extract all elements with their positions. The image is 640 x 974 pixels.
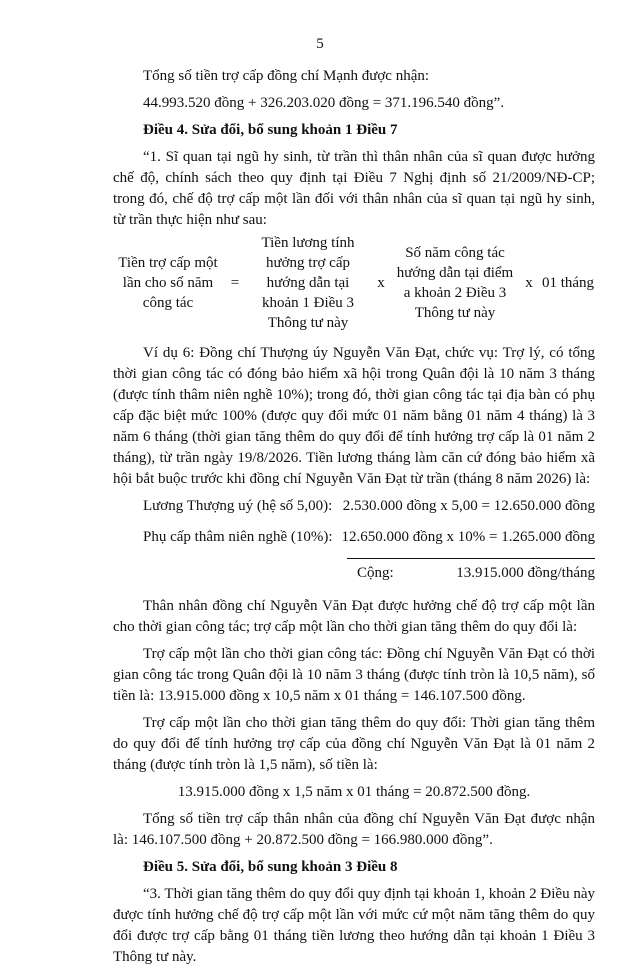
paragraph-example-6: Ví dụ 6: Đồng chí Thượng úy Nguyễn Văn Đạt, chức vụ: Trợ lý, có tổng thời gian công tác có đóng bảo hiểm xã hội trong Quân đội là 10 năm 3 tháng (được tính thâm niên nghề 10%); trong đó, thời gian công tác tại địa bàn có phụ cấp đặc biệt mức 100% (được quy đổi mức 01 năm bằng 01 năm 4 tháng) là 3 năm 6 tháng (thời gian tăng thêm do quy đổi để tính hưởng trợ cấp là 01 năm 2 tháng), từ trần ngày 19/8/2026. Tiền lương tháng làm căn cứ đóng bảo hiểm xã hội bắt buộc trước khi đồng chí Nguyễn Văn Đạt từ trần (tháng 8 năm 2026) là:: [113, 345, 595, 487]
formula-term-years: Số năm công tác hướng dẫn tại điểm a khoản 2 Điều 3 Thông tư này: [396, 245, 514, 321]
page-number: 5: [316, 36, 324, 52]
formula-term-salary: Tiền lương tính hưởng trợ cấp hướng dẫn tại khoản 1 Điều 3 Thông tư này: [261, 235, 355, 331]
paragraph-article-5-clause-3: “3. Thời gian tăng thêm do quy đổi quy định tại khoản 1, khoản 2 Điều này được tính hưởng chế độ trợ cấp một lần với mức cứ một năm tăng thêm do quy đổi được trợ cấp bằng 01 tháng tiền lương theo hướng dẫn tại khoản 1 Điều 3 Thông tư này.: [113, 886, 595, 965]
salary-calculation: [113, 496, 595, 584]
paragraph-allowance-converted-time: Trợ cấp một lần cho thời gian tăng thêm do quy đổi: Thời gian tăng thêm do quy đổi để tính hưởng trợ cấp của đồng chí Nguyễn Văn Đạt là 01 năm 2 tháng (được tính tròn là 1,5 năm), số tiền là:: [113, 715, 595, 773]
formula-one-time-allowance: [113, 233, 595, 333]
heading-article-4: Điều 4. Sửa đổi, bổ sung khoản 1 Điều 7: [143, 122, 398, 138]
paragraph-converted-time-calc: 13.915.000 đồng x 1,5 năm x 01 tháng = 20.872.500 đồng.: [177, 784, 531, 800]
paragraph-total-manh-label: Tổng số tiền trợ cấp đồng chí Mạnh được nhận:: [143, 68, 430, 84]
calc-label-seniority: Phụ cấp thâm niên nghề (10%):: [143, 529, 333, 545]
formula-term-allowance: Tiền trợ cấp một lần cho số năm công tác: [118, 255, 218, 311]
document-body: [113, 66, 595, 974]
formula-equals: =: [230, 275, 240, 291]
paragraph-beneficiary-entitlement: Thân nhân đồng chí Nguyễn Văn Đạt được hưởng chế độ trợ cấp một lần cho thời gian công tác; trợ cấp một lần cho thời gian tăng thêm do quy đổi là:: [113, 598, 595, 635]
calc-row-total: [357, 559, 595, 584]
formula-multiply-2: x: [525, 275, 533, 291]
calc-label-base-salary: Lương Thượng uý (hệ số 5,00):: [143, 498, 333, 514]
formula-term-month: 01 tháng: [541, 275, 595, 291]
calc-value-base-salary: 2.530.000 đồng x 5,00 = 12.650.000 đồng: [342, 498, 595, 514]
calc-label-total: Cộng:: [357, 565, 394, 581]
calc-row-base-salary: [143, 496, 595, 517]
heading-article-5: Điều 5. Sửa đổi, bổ sung khoản 3 Điều 8: [143, 859, 398, 875]
formula-multiply-1: x: [377, 275, 385, 291]
calc-value-total: 13.915.000 đồng/tháng: [456, 565, 595, 581]
calc-value-seniority: 12.650.000 đồng x 10% = 1.265.000 đồng: [341, 529, 595, 545]
paragraph-total-dat: Tổng số tiền trợ cấp thân nhân của đồng chí Nguyễn Văn Đạt được nhận là: 146.107.500 đồng + 20.872.500 đồng = 166.980.000 đồng”.: [113, 811, 595, 848]
paragraph-article-4-clause-1: “1. Sĩ quan tại ngũ hy sinh, từ trần thì thân nhân của sĩ quan được hưởng chế độ, chính sách theo quy định tại Điều 7 Nghị định số 21/2009/NĐ-CP; trong đó, chế độ trợ cấp một lần đối với thân nhân của sĩ quan tại ngũ hy sinh, từ trần thực hiện như sau:: [113, 149, 595, 228]
calc-row-seniority: [143, 527, 595, 548]
paragraph-total-manh-value: 44.993.520 đồng + 326.203.020 đồng = 371.196.540 đồng”.: [143, 95, 505, 111]
paragraph-allowance-service-time: Trợ cấp một lần cho thời gian công tác: Đồng chí Nguyễn Văn Đạt có thời gian công tác trong Quân đội là 10 năm 3 tháng (được tính tròn là 10,5 năm), số tiền là: 13.915.000 đồng x 10,5 năm x 01 tháng = 146.107.500 đồng.: [113, 646, 595, 704]
